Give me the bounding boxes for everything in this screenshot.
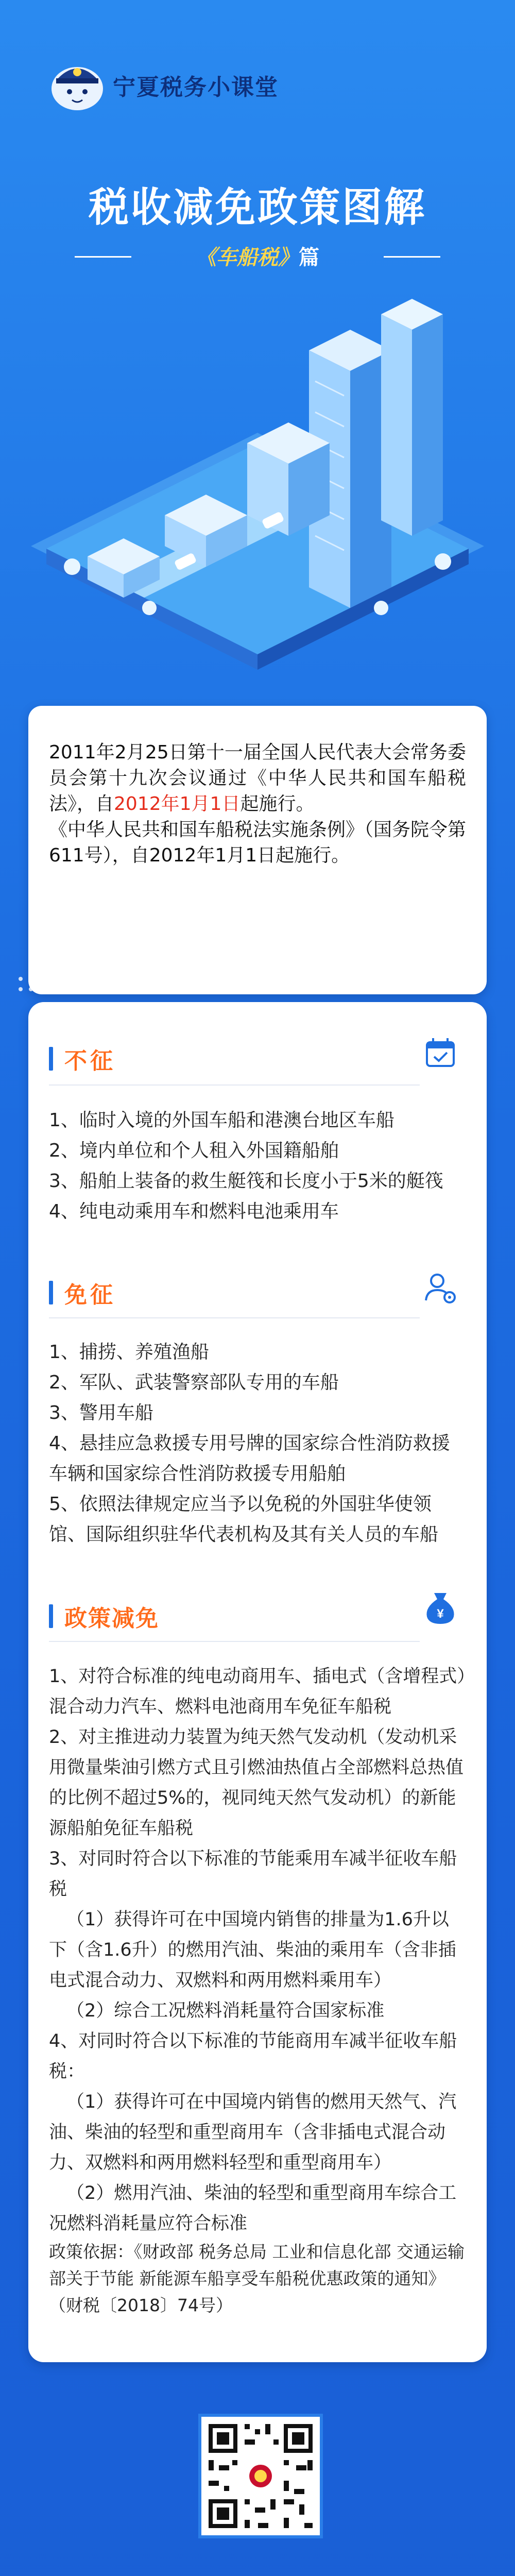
list-item: （1）获得许可在中国境内销售的燃用天然气、汽油、柴油的轻型和重型商用车（含非插电式混合动力、双燃料和两用燃料轻型和重型商用车） [49,2092,457,2173]
qr-code-graphic [201,2417,320,2535]
list-item: 4、纯电动乘用车和燃料电池乘用车 [49,1201,339,1222]
brand [49,57,279,113]
list-item: （2）燃用汽油、柴油的轻型和重型商用车综合工况燃料消耗量应符合标准 [49,2183,457,2234]
list-item: 3、警用车船 [49,1402,153,1423]
list-item: 5、依照法律规定应当予以免税的外国驻华使领馆、国际组织驻华代表机构及其有关人员的车船 [49,1494,439,1545]
section-header-buzheng [49,1042,116,1075]
svg-text:¥: ¥ [437,1607,444,1621]
list-item: 1、捕捞、养殖渔船 [49,1342,209,1363]
list-item: 3、船舶上装备的救生艇筏和长度小于5米的艇筏 [49,1171,443,1192]
list-item: 2、军队、武装警察部队专用的车船 [49,1372,339,1393]
qr-code[interactable] [198,2414,323,2538]
section-header-policy [49,1600,159,1633]
intro-p1-before: 2011年2月25日第十一届全国人民代表大会常务委员会第十九次会议通过《中华人民共和国车船税法》，自 [49,742,466,815]
calendar-check-icon [420,1033,461,1074]
intro-paragraph-1 [49,740,466,817]
section-divider [49,1317,420,1318]
intro-card [28,706,487,994]
intro-paragraph-2: 《中华人民共和国车船税法实施条例》（国务院令第611号），自2012年1月1日起施行。 [49,819,467,866]
brand-name: 宁夏税务小课堂 [113,74,279,100]
list-item: 3、对同时符合以下标准的节能乘用车减半征收车船税 [49,1849,457,1900]
list-item: （2）综合工况燃料消耗量符合国家标准 [66,2001,385,2021]
list-item: 1、对符合标准的纯电动商用车、插电式（含增程式）混合动力汽车、燃料电池商用车免征车船税 [49,1666,466,1717]
section-header-mianzheng [49,1276,116,1309]
mianzheng-list [49,1337,466,1550]
isometric-city-illustration [21,247,494,711]
user-settings-icon [420,1267,461,1309]
subtitle-emphasis: 《车船税》 [196,246,299,269]
policy-card [28,1002,487,2362]
section-title-mianzheng: 免征 [64,1282,116,1308]
list-item: 2、对主推进动力装置为纯天然气发动机（发动机采用微量柴油引燃方式且引燃油热值占全部燃料总热值的比例不超过5%的，视同纯天然气发动机）的新能源船舶免征车船税 [49,1727,464,1839]
policy-basis: 政策依据：《财政部 税务总局 工业和信息化部 交通运输部关于节能 新能源车船享受车船税优惠政策的通知》（财税〔2018〕74号） [49,2242,465,2315]
section-title-policy: 政策减免 [64,1605,159,1632]
section-bar [49,1604,53,1628]
section-divider [49,1084,420,1086]
page-title: 税收减免政策图解 [88,184,426,231]
section-title-buzheng: 不征 [64,1048,116,1074]
money-bag-icon [420,1587,461,1628]
list-item: 2、境内单位和个人租入外国籍船舶 [49,1140,339,1161]
section-bar [49,1281,53,1304]
list-item: （1）获得许可在中国境内销售的排量为1.6升以下（含1.6升）的燃用汽油、柴油的乘用车（含非插电式混合动力、双燃料和两用燃料乘用车） [49,1909,456,1991]
tax-police-mascot-icon [49,57,106,113]
section-bar [49,1047,53,1071]
list-item: 1、临时入境的外国车船和港澳台地区车船 [49,1110,394,1131]
subtitle-suffix: 篇 [299,246,319,269]
decorative-dots [15,974,67,1005]
intro-p1-date: 2012年1月1日 [114,793,241,815]
intro-text [49,740,466,869]
intro-p1-after: 起施行。 [240,793,315,815]
policy-list [49,1662,466,2239]
list-item: 4、对同时符合以下标准的节能商用车减半征收车船税： [49,2031,457,2082]
buzheng-list [49,1105,466,1227]
list-item: 4、悬挂应急救援专用号牌的国家综合性消防救援车辆和国家综合性消防救援专用船舶 [49,1433,450,1484]
section-divider [49,1641,420,1642]
